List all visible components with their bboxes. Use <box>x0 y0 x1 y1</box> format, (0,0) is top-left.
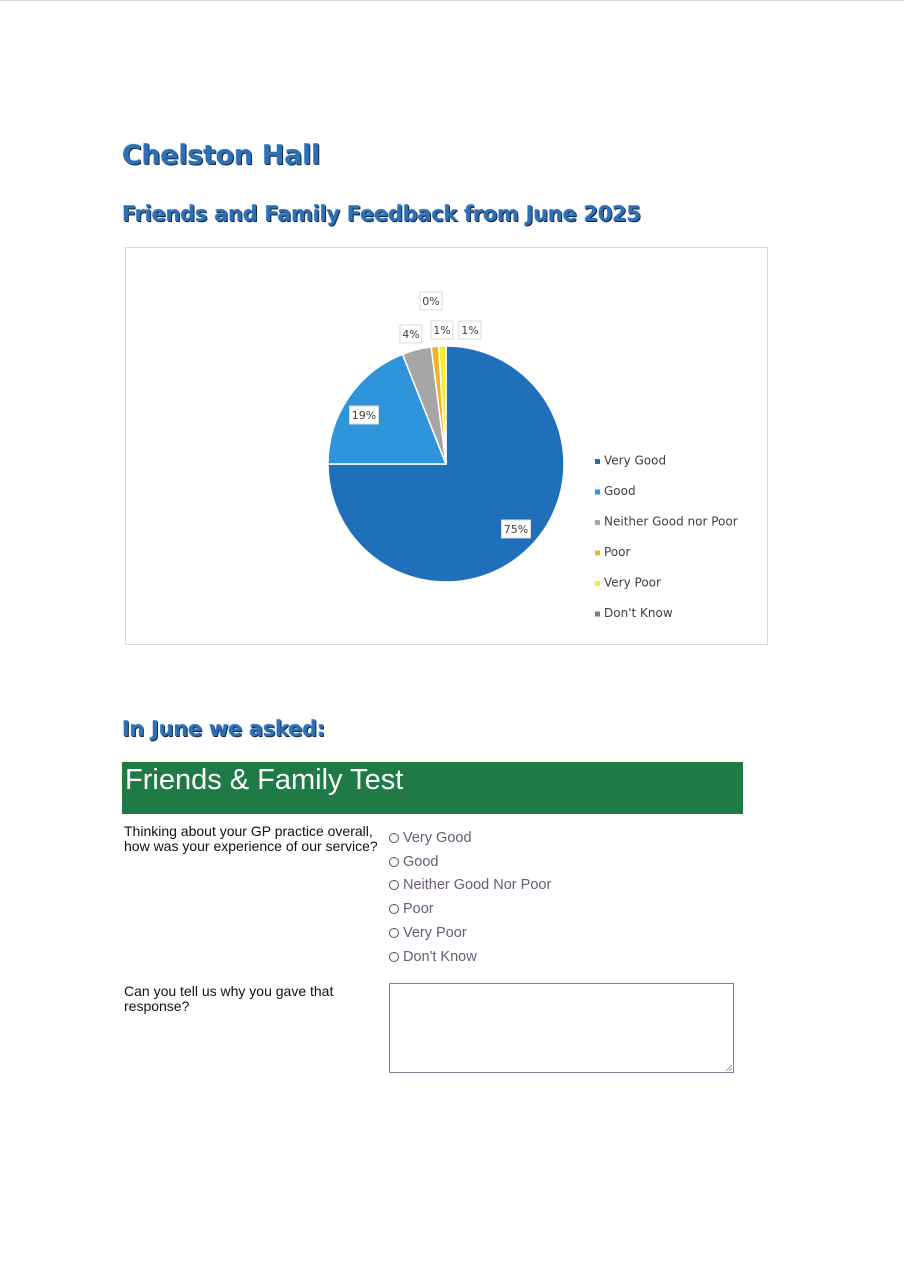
legend-label-neither-good-nor-poor: Neither Good nor Poor <box>604 514 738 529</box>
asked-heading: In June we asked: <box>122 717 325 741</box>
legend-swatch-very-poor <box>595 581 600 586</box>
data-label-don-t-know: 0% <box>422 295 440 308</box>
option-label: Don't Know <box>403 948 477 965</box>
option-very-good[interactable] <box>389 826 689 850</box>
option-good[interactable] <box>389 850 689 874</box>
option-label: Good <box>403 853 439 870</box>
legend-swatch-don-t-know <box>595 612 600 617</box>
data-label-neither-good-nor-poor: 4% <box>402 328 420 341</box>
scan-edge <box>0 0 904 1</box>
question-reason: Can you tell us why you gave that response? <box>124 983 334 1014</box>
legend-label-don-t-know: Don't Know <box>604 606 673 620</box>
legend-label-good: Good <box>604 484 636 498</box>
fft-banner: Friends & Family Test <box>122 762 743 814</box>
option-label: Very Good <box>403 829 472 846</box>
data-label-very-poor: 1% <box>461 324 479 337</box>
reason-textarea[interactable] <box>389 983 734 1073</box>
radio-icon[interactable] <box>389 952 399 962</box>
data-label-very-good: 75% <box>503 523 529 536</box>
radio-icon[interactable] <box>389 904 399 914</box>
option-dont-know[interactable] <box>389 945 689 969</box>
question-experience: Thinking about your GP practice overall, how was your experience of our service? <box>124 823 378 854</box>
radio-icon[interactable] <box>389 857 399 867</box>
legend-label-very-poor: Very Poor <box>604 575 661 590</box>
legend-label-very-good: Very Good <box>604 453 667 468</box>
radio-icon[interactable] <box>389 833 399 843</box>
option-label: Poor <box>403 901 434 918</box>
radio-icon[interactable] <box>389 928 399 938</box>
pie-chart <box>126 248 769 646</box>
option-label: Neither Good Nor Poor <box>403 877 552 894</box>
data-label-poor: 1% <box>433 324 451 337</box>
page-title: Chelston Hall <box>122 140 321 171</box>
option-neither[interactable] <box>389 874 689 898</box>
resize-grip-icon[interactable] <box>724 1063 732 1071</box>
legend-label-poor: Poor <box>604 545 631 559</box>
pie-chart-frame <box>125 247 768 645</box>
option-very-poor[interactable] <box>389 921 689 945</box>
option-label: Very Poor <box>403 925 467 942</box>
radio-icon[interactable] <box>389 880 399 890</box>
rating-options <box>389 826 689 969</box>
legend-swatch-very-good <box>595 459 600 464</box>
legend-swatch-good <box>595 490 600 495</box>
legend-swatch-neither-good-nor-poor <box>595 520 600 525</box>
data-label-good: 19% <box>351 409 377 422</box>
legend-swatch-poor <box>595 551 600 556</box>
page-subtitle: Friends and Family Feedback from June 2025 <box>122 202 641 226</box>
option-poor[interactable] <box>389 897 689 921</box>
